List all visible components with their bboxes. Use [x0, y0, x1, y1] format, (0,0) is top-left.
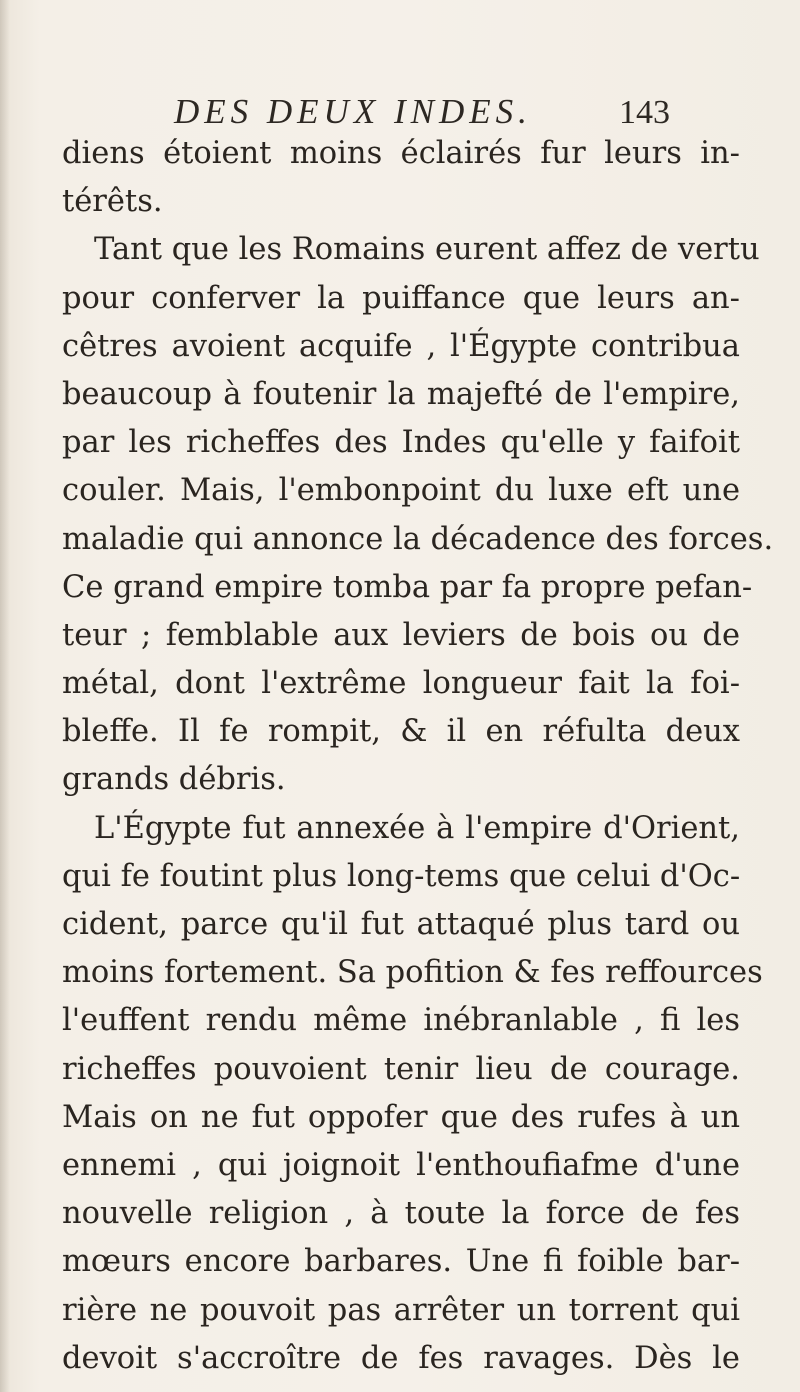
text-line: nouvelle religion , à toute la force de fes — [62, 1196, 740, 1232]
text-line: maladie qui annonce la décadence des forces. — [62, 521, 774, 557]
text-line: devoit s'accroître de fes ravages. Dès le — [62, 1340, 740, 1376]
page-number: 143 — [619, 94, 670, 131]
text-line: rière ne pouvoit pas arrêter un torrent qui — [62, 1292, 740, 1328]
text-line: grands débris. — [62, 762, 286, 798]
page-gutter-shadow — [0, 0, 10, 1392]
running-title: DES DEUX INDES. — [174, 92, 532, 131]
text-line: beaucoup à foutenir la majefté de l'empire, — [62, 376, 740, 412]
text-line: térêts. — [62, 184, 163, 220]
text-line: cêtres avoient acquife , l'Égypte contribua — [62, 328, 740, 364]
text-line: Ce grand empire tomba par fa propre pefan- — [62, 569, 753, 605]
text-line: moins fortement. Sa pofition & fes reffources — [62, 955, 763, 991]
text-line: l'euffent rendu même inébranlable , fi les — [62, 1003, 740, 1039]
body-text — [62, 130, 774, 1383]
text-line: ennemi , qui joignoit l'enthoufiafme d'une — [62, 1147, 740, 1183]
text-line: Mais on ne fut oppofer que des rufes à un — [62, 1099, 740, 1135]
text-line: qui fe foutint plus long-tems que celui d'Oc- — [62, 858, 741, 894]
text-line: couler. Mais, l'embonpoint du luxe eft une — [62, 473, 740, 509]
text-line: Tant que les Romains eurent affez de vertu — [94, 232, 760, 268]
text-line: métal, dont l'extrême longueur fait la foi- — [62, 666, 740, 702]
text-line: diens étoient moins éclairés fur leurs in- — [62, 136, 740, 171]
text-line: bleffe. Il fe rompit, & il en réfulta deux — [62, 714, 740, 750]
text-line: L'Égypte fut annexée à l'empire d'Orient, — [94, 810, 740, 846]
text-line: teur ; femblable aux leviers de bois ou de — [62, 617, 740, 653]
text-line: cident, parce qu'il fut attaqué plus tard ou — [62, 907, 740, 942]
text-line: pour conferver la puiffance que leurs an- — [62, 280, 740, 316]
text-line: richeffes pouvoient tenir lieu de courage. — [62, 1051, 740, 1087]
text-line: mœurs encore barbares. Une fi foible bar- — [62, 1244, 740, 1280]
text-line: par les richeffes des Indes qu'elle y faifoit — [62, 425, 740, 461]
